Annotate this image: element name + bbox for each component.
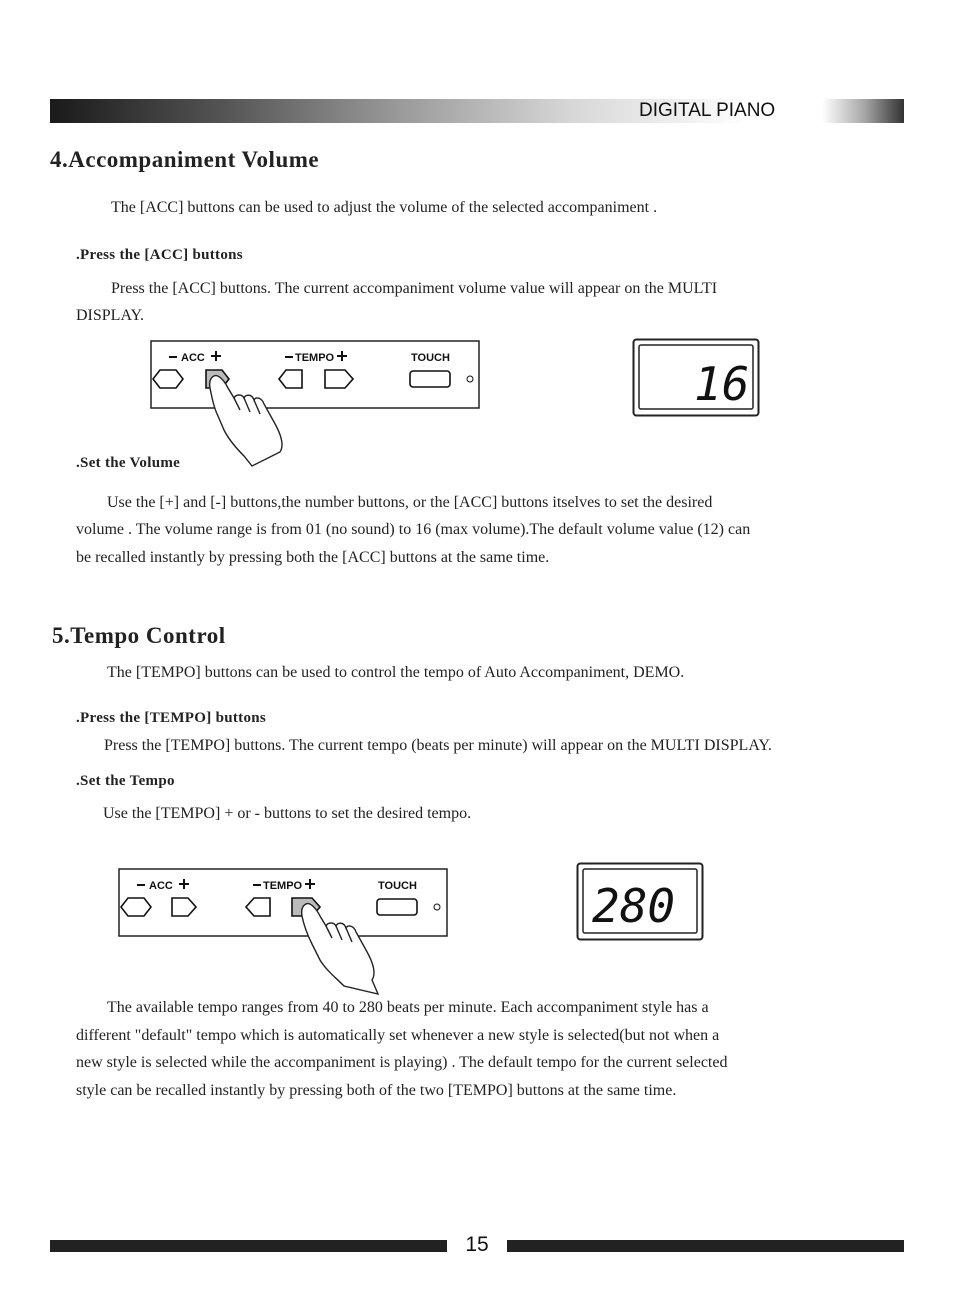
touch-button[interactable]: [377, 899, 417, 915]
section-title-accompaniment-volume: 4.Accompaniment Volume: [50, 147, 320, 172]
control-panel-acc-diagram: [148, 338, 488, 468]
section4-set-heading: .Set the Volume: [76, 455, 181, 471]
section4-press-heading: .Press the [ACC] buttons: [76, 247, 243, 263]
section-title-tempo-control: 5.Tempo Control: [52, 623, 226, 648]
multi-display-16: [632, 338, 760, 418]
footer-bar-right: [507, 1240, 904, 1252]
acc-label: ACC: [181, 352, 205, 364]
section4-intro: The [ACC] buttons can be used to adjust the volume of the selected accompaniment .: [111, 199, 658, 216]
footer-bar-left: [50, 1240, 447, 1252]
section5-body-line4: style can be recalled instantly by pressing both of the two [TEMPO] buttons at the same time.: [76, 1082, 677, 1099]
acc-minus-button[interactable]: [153, 370, 183, 388]
section5-set-heading: .Set the Tempo: [76, 773, 175, 789]
section5-set-line1: Use the [TEMPO] + or - buttons to set the desired tempo.: [103, 805, 472, 822]
multi-display-280: [576, 862, 704, 942]
section5-press-line1: Press the [TEMPO] buttons. The current tempo (beats per minute) will appear on the MULTI DISPLAY.: [104, 737, 772, 754]
section4-set-line3: be recalled instantly by pressing both the [ACC] buttons at the same time.: [76, 549, 550, 566]
header-gradient-bar-right: [822, 99, 904, 123]
section5-intro: The [TEMPO] buttons can be used to control the tempo of Auto Accompaniment, DEMO.: [107, 664, 685, 681]
section4-press-line2: DISPLAY.: [76, 307, 145, 324]
touch-indicator-led: [467, 376, 473, 382]
acc-minus-button[interactable]: [121, 898, 151, 916]
tempo-label: TEMPO: [263, 880, 303, 892]
header-title: DIGITAL PIANO: [639, 100, 776, 121]
acc-label: ACC: [149, 880, 173, 892]
tempo-label: TEMPO: [295, 352, 335, 364]
display-value: 16: [694, 357, 750, 411]
display-value: 280: [592, 879, 676, 933]
section5-body-line2: different "default" tempo which is automatically set whenever a new style is selected(but not when a: [76, 1027, 720, 1044]
section5-body-line1: The available tempo ranges from 40 to 280 beats per minute. Each accompaniment style has a: [107, 999, 709, 1016]
page-number: 15: [465, 1233, 489, 1256]
section4-set-line2: volume . The volume range is from 01 (no sound) to 16 (max volume).The default volume value (12) can: [76, 521, 751, 538]
control-panel-tempo-diagram: [116, 866, 456, 996]
section5-press-heading: .Press the [TEMPO] buttons: [76, 710, 267, 726]
section5-body-line3: new style is selected while the accompaniment is playing) . The default tempo for the current selected: [76, 1054, 728, 1071]
touch-label: TOUCH: [378, 880, 417, 892]
section4-set-line1: Use the [+] and [-] buttons,the number buttons, or the [ACC] buttons itselves to set the desired: [107, 494, 713, 511]
touch-button[interactable]: [410, 371, 450, 387]
section4-press-line1: Press the [ACC] buttons. The current accompaniment volume value will appear on the MULTI: [111, 280, 718, 297]
touch-label: TOUCH: [411, 352, 450, 364]
